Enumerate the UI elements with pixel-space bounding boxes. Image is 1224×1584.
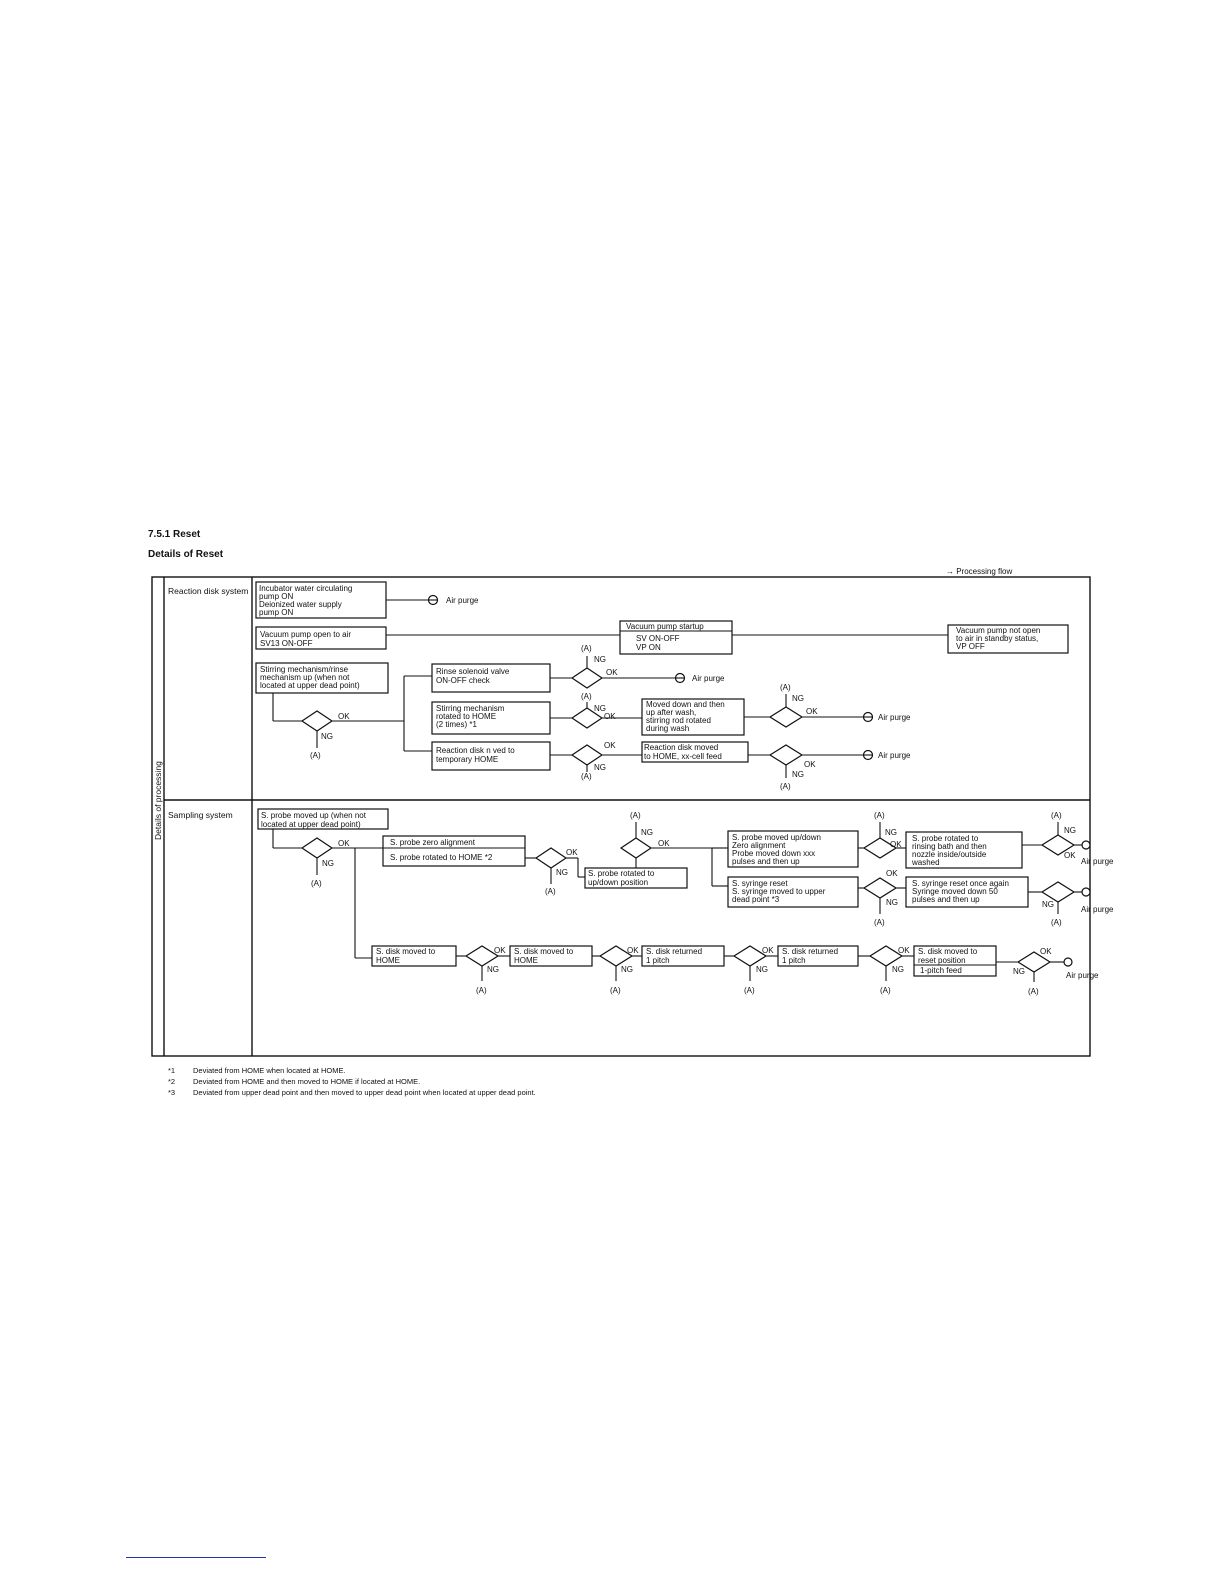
svg-text:*2: *2: [168, 1077, 176, 1086]
svg-text:(A): (A): [874, 811, 885, 820]
text-sdisk-reset: S. disk moved to reset position: [918, 947, 978, 965]
text-sprobe-home: S. probe rotated to HOME *2: [390, 853, 493, 862]
text-sprobe-updown-pos: S. probe rotated to up/down position: [588, 869, 655, 887]
svg-text:NG: NG: [487, 965, 499, 974]
svg-text:NG: NG: [886, 898, 898, 907]
svg-text:Deviated from upper dead point: Deviated from upper dead point and then moved to upper dead point when located at upper dead point.: [193, 1088, 536, 1097]
svg-text:OK: OK: [627, 946, 639, 955]
text-sdisk-home2: S. disk moved to HOME: [514, 947, 574, 965]
svg-text:NG: NG: [1042, 900, 1054, 909]
svg-text:OK: OK: [1040, 947, 1052, 956]
subtitle: Details of Reset: [148, 549, 224, 560]
svg-text:NG: NG: [641, 828, 653, 837]
svg-text:Deviated from HOME when locate: Deviated from HOME when located at HOME.: [193, 1066, 346, 1075]
svg-text:OK: OK: [338, 839, 350, 848]
svg-text:OK: OK: [604, 741, 616, 750]
text-reaction-temp: Reaction disk n ved to temporary HOME: [436, 746, 515, 764]
svg-text:(A): (A): [880, 986, 891, 995]
svg-text:Air purge: Air purge: [1081, 857, 1114, 866]
svg-text:OK: OK: [566, 848, 578, 857]
svg-text:NG: NG: [892, 965, 904, 974]
svg-text:(A): (A): [780, 782, 791, 791]
svg-text:(A): (A): [1051, 811, 1062, 820]
svg-text:NG: NG: [594, 704, 606, 713]
svg-text:OK: OK: [890, 840, 902, 849]
svg-text:OK: OK: [886, 869, 898, 878]
svg-text:NG: NG: [556, 868, 568, 877]
svg-text:OK: OK: [806, 707, 818, 716]
text-vacuum-not-open: Vacuum pump not open to air in standby status, VP OFF: [956, 626, 1041, 651]
text-sdisk-ret1: S. disk returned 1 pitch: [646, 947, 703, 965]
svg-text:NG: NG: [885, 828, 897, 837]
footer-rule: [126, 1557, 266, 1558]
text-moved-down: Moved down and then up after wash, stirring rod rotated during wash: [646, 700, 725, 733]
svg-text:(A): (A): [630, 811, 641, 820]
svg-text:*1: *1: [168, 1066, 176, 1075]
text-syringe-again: S. syringe reset once again Syringe moved down 50 pulses and then up: [912, 879, 1009, 904]
svg-text:NG: NG: [1064, 826, 1076, 835]
svg-text:OK: OK: [1064, 851, 1076, 860]
svg-text:NG: NG: [321, 732, 333, 741]
svg-text:OK: OK: [494, 946, 506, 955]
text-sprobe-rinse: S. probe rotated to rinsing bath and then nozzle inside/outside washed: [912, 834, 987, 867]
svg-text:Air purge: Air purge: [878, 751, 911, 760]
svg-text:OK: OK: [898, 946, 910, 955]
svg-text:(A): (A): [1051, 918, 1062, 927]
svg-text:OK: OK: [606, 668, 618, 677]
system-label-reaction: Reaction disk system: [168, 586, 249, 596]
svg-text:(A): (A): [310, 751, 321, 760]
svg-text:(A): (A): [311, 879, 322, 888]
side-label: Details of processing: [153, 761, 163, 840]
footnotes: [168, 1066, 536, 1097]
system-label-sampling: Sampling system: [168, 810, 233, 820]
svg-text:(A): (A): [581, 644, 592, 653]
svg-text:*3: *3: [168, 1088, 176, 1097]
text-sprobe-up: S. probe moved up (when not located at upper dead point): [261, 811, 366, 829]
text-stirring-up: Stirring mechanism/rinse mechanism up (when not located at upper dead point): [260, 665, 360, 690]
text-incubator-pump: Incubator water circulating pump ON Deionized water supply pump ON: [259, 584, 353, 617]
svg-text:NG: NG: [1013, 967, 1025, 976]
svg-text:(A): (A): [610, 986, 621, 995]
text-sprobe-zero: S. probe zero alignment: [390, 838, 475, 847]
svg-text:NG: NG: [621, 965, 633, 974]
svg-text:OK: OK: [762, 946, 774, 955]
text-stirring-home: Stirring mechanism rotated to HOME (2 times) *1: [436, 704, 505, 729]
svg-text:Air purge: Air purge: [878, 713, 911, 722]
svg-text:OK: OK: [604, 712, 616, 721]
svg-text:(A): (A): [545, 887, 556, 896]
svg-text:(A): (A): [476, 986, 487, 995]
svg-text:(A): (A): [874, 918, 885, 927]
svg-text:Air purge: Air purge: [692, 674, 725, 683]
section-title: 7.5.1 Reset: [148, 529, 201, 540]
svg-text:Air purge: Air purge: [1066, 971, 1099, 980]
svg-text:(A): (A): [1028, 987, 1039, 996]
text-rinse-valve: Rinse solenoid valve ON-OFF check: [436, 667, 510, 685]
text-vacuum-open: Vacuum pump open to air SV13 ON-OFF: [260, 630, 352, 648]
svg-text:(A): (A): [780, 683, 791, 692]
svg-text:Deviated from HOME and then mo: Deviated from HOME and then moved to HOME if located at HOME.: [193, 1077, 421, 1086]
decision-diamond: [302, 711, 332, 731]
text-sdisk-feed: 1-pitch feed: [920, 966, 962, 975]
svg-text:OK: OK: [804, 760, 816, 769]
text-sprobe-updown: S. probe moved up/down Zero alignment Probe moved down xxx pulses and then up: [732, 833, 821, 866]
svg-text:NG: NG: [792, 694, 804, 703]
text-sdisk-home1: S. disk moved to HOME: [376, 947, 436, 965]
svg-text:NG: NG: [594, 655, 606, 664]
text-sdisk-ret2: S. disk returned 1 pitch: [782, 947, 839, 965]
svg-text:(A): (A): [581, 692, 592, 701]
svg-text:(A): (A): [581, 772, 592, 781]
text-syringe-reset: S. syringe reset S. syringe moved to upper dead point *3: [732, 879, 826, 904]
svg-text:NG: NG: [322, 859, 334, 868]
legend-processing-flow: → Processing flow: [946, 567, 1013, 576]
text-reaction-home: Reaction disk moved to HOME, xx-cell feed: [644, 743, 722, 761]
svg-text:OK: OK: [338, 712, 350, 721]
svg-text:NG: NG: [792, 770, 804, 779]
text-vacuum-startup: Vacuum pump startup SV ON-OFF VP ON: [626, 622, 704, 652]
svg-text:NG: NG: [594, 763, 606, 772]
svg-text:NG: NG: [756, 965, 768, 974]
svg-text:Air purge: Air purge: [1081, 905, 1114, 914]
air-purge-label: Air purge: [446, 596, 479, 605]
svg-text:OK: OK: [658, 839, 670, 848]
svg-text:(A): (A): [744, 986, 755, 995]
